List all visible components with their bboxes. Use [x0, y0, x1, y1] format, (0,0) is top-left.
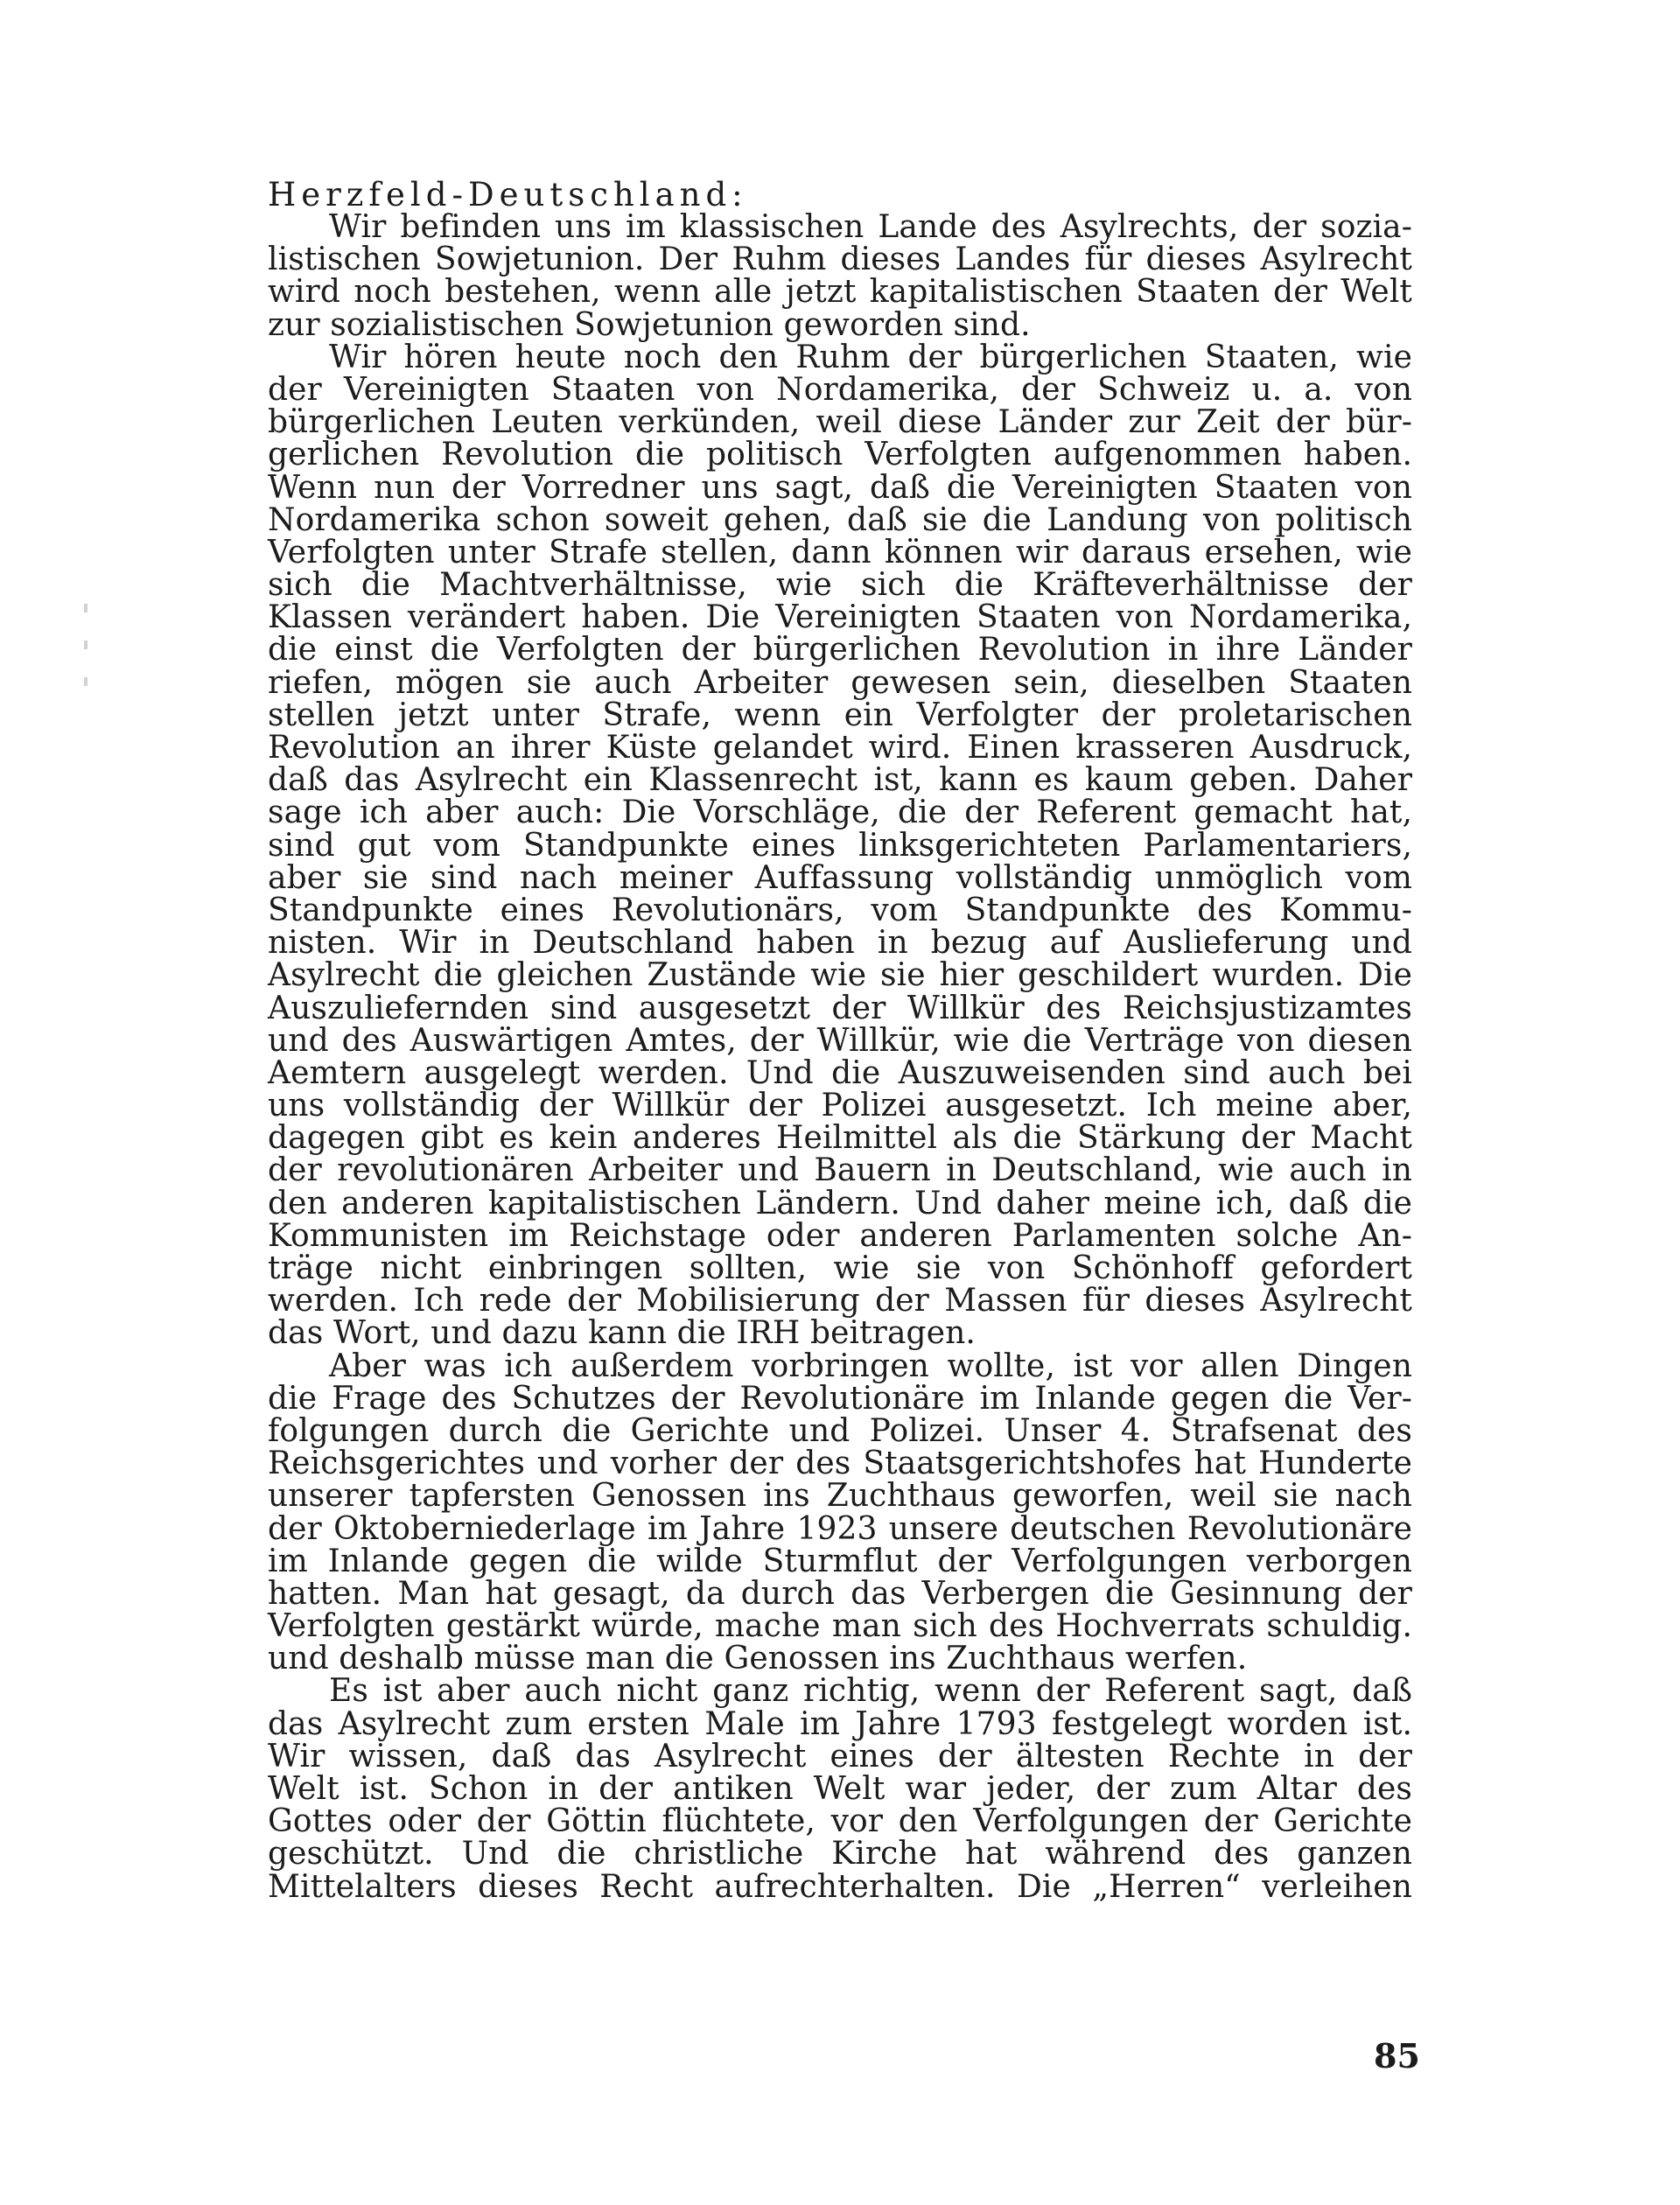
paragraph-4 [268, 1673, 1412, 1905]
text-line: listischen Sowjetunion. Der Ruhm dieses Landes für dieses Asylrecht [268, 242, 1412, 278]
text-line: Kommunisten im Reichstage oder anderen Parlamenten solche An- [268, 1217, 1412, 1254]
page-number: 85 [1374, 2036, 1420, 2076]
text-line: bürgerlichen Leuten verkünden, weil diese Länder zur Zeit der bür- [268, 404, 1412, 441]
text-line: Aemtern ausgelegt werden. Und die Auszuweisenden sind auch bei [268, 1054, 1412, 1091]
text-line: folgungen durch die Gerichte und Polizei. Unser 4. Strafsenat des [268, 1412, 1412, 1449]
text-line: geschützt. Und die christliche Kirche hat während des ganzen [268, 1836, 1412, 1872]
text-line: der Oktoberniederlage im Jahre 1923 unsere deutschen Revolutionäre [268, 1510, 1412, 1547]
text-line: der revolutionären Arbeiter und Bauern in Deutschland, wie auch in [268, 1152, 1412, 1189]
text-line: hatten. Man hat gesagt, da durch das Verbergen die Gesinnung der [268, 1575, 1412, 1612]
text-line: die einst die Verfolgten der bürgerlichen Revolution in ihre Länder [268, 632, 1412, 668]
text-line: Wir befinden uns im klassischen Lande des Asylrechts, der sozia- [329, 209, 1412, 245]
margin-scan-marks [84, 604, 88, 700]
text-line: Standpunkte eines Revolutionärs, vom Standpunkte des Kommu- [268, 892, 1412, 928]
text-line: Wenn nun der Vorredner uns sagt, daß die Vereinigten Staaten von [268, 469, 1412, 506]
text-line: werden. Ich rede der Mobilisierung der Massen für dieses Asylrecht [268, 1283, 1412, 1320]
paragraph-2 [268, 341, 1412, 1350]
text-line: Revolution an ihrer Küste gelandet wird. Einen krasseren Ausdruck, [268, 730, 1412, 766]
text-line: träge nicht einbringen sollten, wie sie von Schönhoff gefordert [268, 1250, 1412, 1286]
text-line: Verfolgten gestärkt würde, mache man sich des Hochverrats schuldig. [268, 1608, 1412, 1645]
text-line: Asylrecht die gleichen Zustände wie sie hier geschildert wurden. Die [268, 957, 1412, 994]
text-line: und deshalb müsse man die Genossen ins Zuchthaus werfen. [268, 1641, 1248, 1677]
text-line: die Frage des Schutzes der Revolutionäre im Inlande gegen die Ver- [268, 1380, 1412, 1417]
text-line: Es ist aber auch nicht ganz richtig, wenn der Referent sagt, daß [329, 1673, 1412, 1710]
text-line: Mittelalters dieses Recht aufrechterhalten. Die „Herren“ verleihen [268, 1868, 1412, 1905]
text-line: aber sie sind nach meiner Auffassung vollständig unmöglich vom [268, 859, 1412, 896]
text-line: dagegen gibt es kein anderes Heilmittel als die Stärkung der Macht [268, 1120, 1412, 1157]
text-line: und des Auswärtigen Amtes, der Willkür, wie die Verträge von diesen [268, 1022, 1412, 1059]
text-line: daß das Asylrecht ein Klassenrecht ist, kann es kaum geben. Daher [268, 762, 1412, 799]
paragraph-3 [268, 1350, 1412, 1676]
text-line: Nordamerika schon soweit gehen, daß sie die Landung von politisch [268, 501, 1412, 538]
speaker-heading: Herzfeld-Deutschland: [268, 176, 748, 214]
text-line: riefen, mögen sie auch Arbeiter gewesen sein, dieselben Staaten [268, 664, 1412, 701]
text-line: Wir hören heute noch den Ruhm der bürgerlichen Staaten, wie [329, 339, 1412, 375]
text-line: wird noch bestehen, wenn alle jetzt kapitalistischen Staaten der Welt [268, 274, 1412, 311]
text-line: der Vereinigten Staaten von Nordamerika, der Schweiz u. a. von [268, 371, 1412, 408]
text-line: sind gut vom Standpunkte eines linksgerichteten Parlamentariers, [268, 827, 1412, 864]
text-line: uns vollständig der Willkür der Polizei ausgesetzt. Ich meine aber, [268, 1088, 1412, 1124]
text-line: Auszuliefernden sind ausgesetzt der Willkür des Reichsjustizamtes [268, 990, 1412, 1026]
text-line: Wir wissen, daß das Asylrecht eines der ältesten Rechte in der [268, 1738, 1412, 1774]
text-line: Verfolgten unter Strafe stellen, dann können wir daraus ersehen, wie [268, 534, 1412, 570]
text-line: Klassen verändert haben. Die Vereinigten Staaten von Nordamerika, [268, 599, 1412, 636]
text-line: Reichsgerichtes und vorher der des Staatsgerichtshofes hat Hunderte [268, 1446, 1412, 1482]
text-line: zur sozialistischen Sowjetunion geworden sind. [268, 306, 1031, 343]
text-line: Welt ist. Schon in der antiken Welt war jeder, der zum Altar des [268, 1771, 1412, 1807]
text-line: Aber was ich außerdem vorbringen wollte, ist vor allen Dingen [329, 1348, 1412, 1384]
text-line: gerlichen Revolution die politisch Verfolgten aufgenommen haben. [268, 437, 1412, 473]
text-line: nisten. Wir in Deutschland haben in bezug auf Auslieferung und [268, 925, 1412, 962]
text-line: den anderen kapitalistischen Ländern. Und daher meine ich, daß die [268, 1185, 1412, 1222]
text-line: im Inlande gegen die wilde Sturmflut der Verfolgungen verborgen [268, 1543, 1412, 1579]
text-line: stellen jetzt unter Strafe, wenn ein Verfolgter der proletarischen [268, 696, 1412, 733]
paragraph-1 [268, 211, 1412, 341]
text-line: das Wort, und dazu kann die IRH beitragen. [268, 1315, 976, 1352]
text-line: sich die Machtverhältnisse, wie sich die Kräfteverhältnisse der [268, 567, 1412, 604]
text-line: unserer tapfersten Genossen ins Zuchthaus geworfen, weil sie nach [268, 1478, 1412, 1515]
text-block [268, 178, 1412, 1903]
text-line: das Asylrecht zum ersten Male im Jahre 1793 festgelegt worden ist. [268, 1705, 1412, 1742]
text-line: Gottes oder der Göttin flüchtete, vor den Verfolgungen der Gerichte [268, 1803, 1412, 1840]
text-line: sage ich aber auch: Die Vorschläge, die der Referent gemacht hat, [268, 794, 1412, 831]
